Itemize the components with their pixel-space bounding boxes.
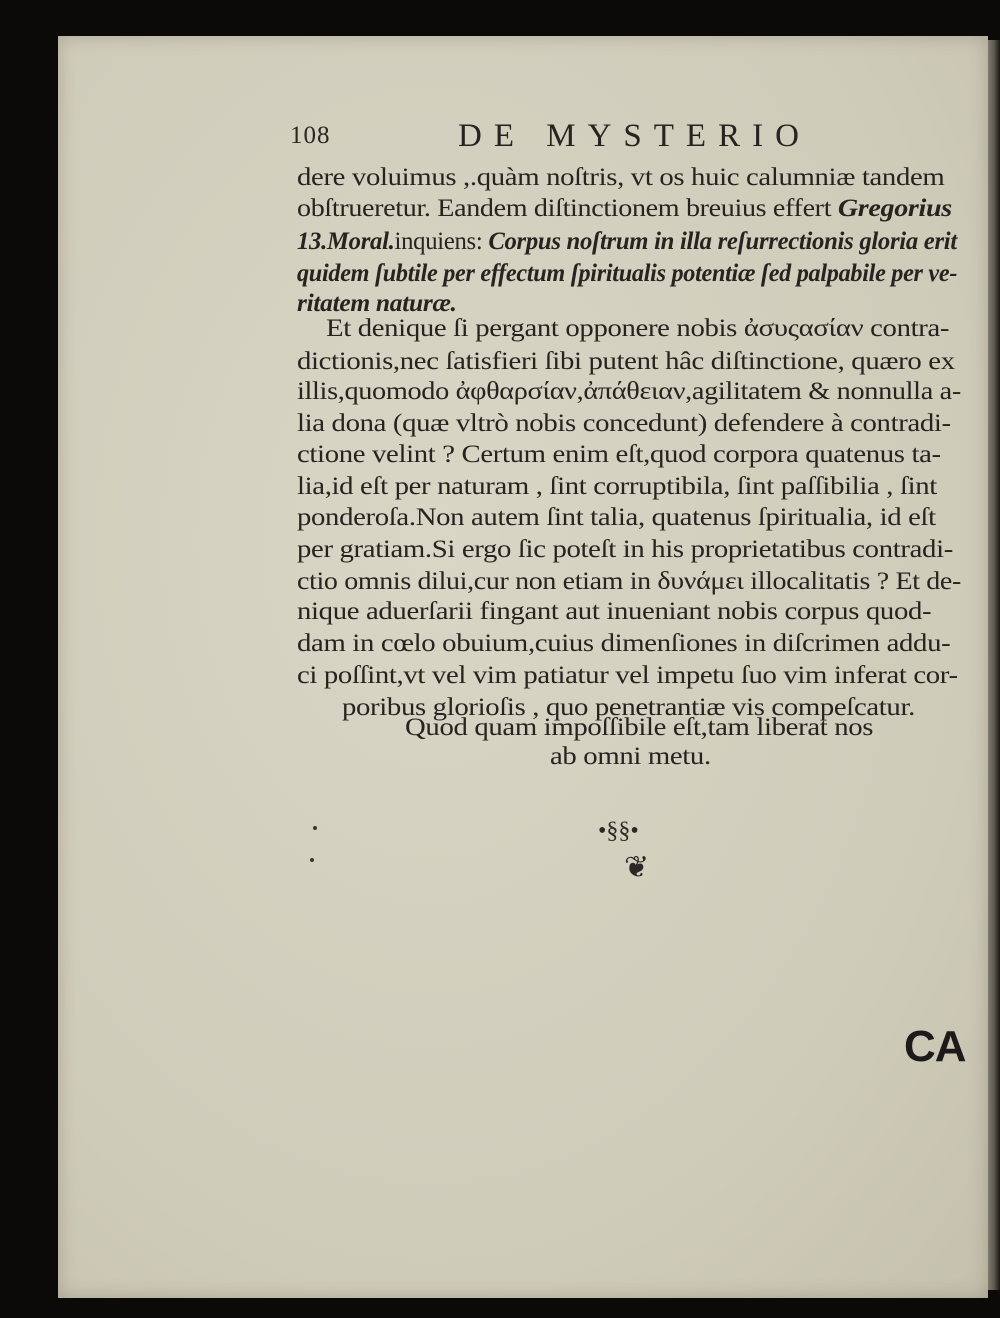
line-text: lia dona (quæ vltrò nobis concedunt) defendere à contradi- (297, 410, 951, 437)
ink-spot (310, 858, 314, 862)
line-text: lia,id eſt per naturam , ſint corruptibila, ſint paſſibilia , ſint (297, 473, 937, 500)
line-text: nique aduerſarii fingant aut inueniant nobis corpus quod- (297, 598, 932, 625)
line-text-tail: inquiens: (394, 228, 489, 255)
text-line (297, 473, 937, 501)
line-text: dam in cœlo obuium,cuius dimenſiones in diſcrimen addu- (297, 630, 951, 657)
text-line (297, 568, 961, 596)
text-line (297, 348, 955, 376)
page-number: 108 (290, 122, 331, 149)
line-text: ctione velint ? Certum enim eſt,quod corpora quatenus ta- (297, 441, 941, 468)
text-line (297, 195, 952, 223)
ink-spot (313, 826, 317, 830)
text-line (297, 441, 941, 469)
text-line (297, 164, 944, 192)
text-line (297, 378, 961, 406)
line-text-tail: Gregorius (837, 195, 952, 222)
line-text-tail: Corpus noſtrum in illa reſurrectionis gloria erit (488, 228, 957, 255)
text-line (297, 630, 950, 658)
running-title: DE MYSTERIO (458, 118, 811, 154)
text-line (297, 598, 931, 626)
line-text: quidem ſubtile per effectum ſpiritualis potentiæ ſed palpabile per ve- (297, 260, 958, 287)
text-line (297, 228, 957, 256)
line-text: illis,quomodo ἀφθαρσίαν,ἀπάθειαν,agilitatem & nonnulla a- (297, 378, 961, 405)
text-line (297, 504, 936, 532)
line-text: ci poſſint,vt vel vim patiatur vel impetu ſuo vim inferat cor- (297, 662, 958, 689)
line-text: obſtrueretur. Eandem diſtinctionem breuius effert (297, 195, 838, 222)
line-text: 13.Moral. (297, 228, 395, 255)
line-text: Et denique ſi pergant opponere nobis ἀσυςασίαν contra- (326, 315, 950, 342)
line-text: Quod quam impoſſibile eſt,tam liberat nos (405, 714, 874, 741)
line-text: ab omni metu. (550, 743, 711, 770)
text-line (297, 410, 951, 438)
line-text: ctio omnis dilui,cur non etiam in δυνάμει illocalitatis ? Et de- (297, 568, 961, 595)
text-line (405, 714, 873, 742)
catchword: CA (904, 1022, 966, 1071)
text-line (297, 536, 953, 564)
line-text: poribus glorioſis , quo penetrantiæ vis compeſcatur. (342, 694, 915, 721)
line-text: ponderoſa.Non autem ſint talia, quatenus ſpiritualia, id eſt (297, 504, 936, 531)
text-line (297, 662, 958, 690)
text-line (297, 260, 957, 288)
line-text: dere voluimus ,.quàm noſtris, vt os huic calumniæ tandem (297, 164, 945, 191)
line-text: per gratiam.Si ergo ſic poteſt in his proprietatibus contradi- (297, 536, 953, 563)
ornament-top: •§§• (598, 818, 639, 844)
text-line (550, 743, 711, 771)
text-line (297, 290, 457, 318)
line-text: ritatem naturæ. (297, 290, 457, 317)
ornament-bottom: ❦ (624, 851, 650, 884)
page-header (290, 118, 830, 158)
text-line (326, 315, 949, 343)
line-text: dictionis,nec ſatisfieri ſibi putent hâc diſtinctione, quæro ex (297, 348, 955, 375)
